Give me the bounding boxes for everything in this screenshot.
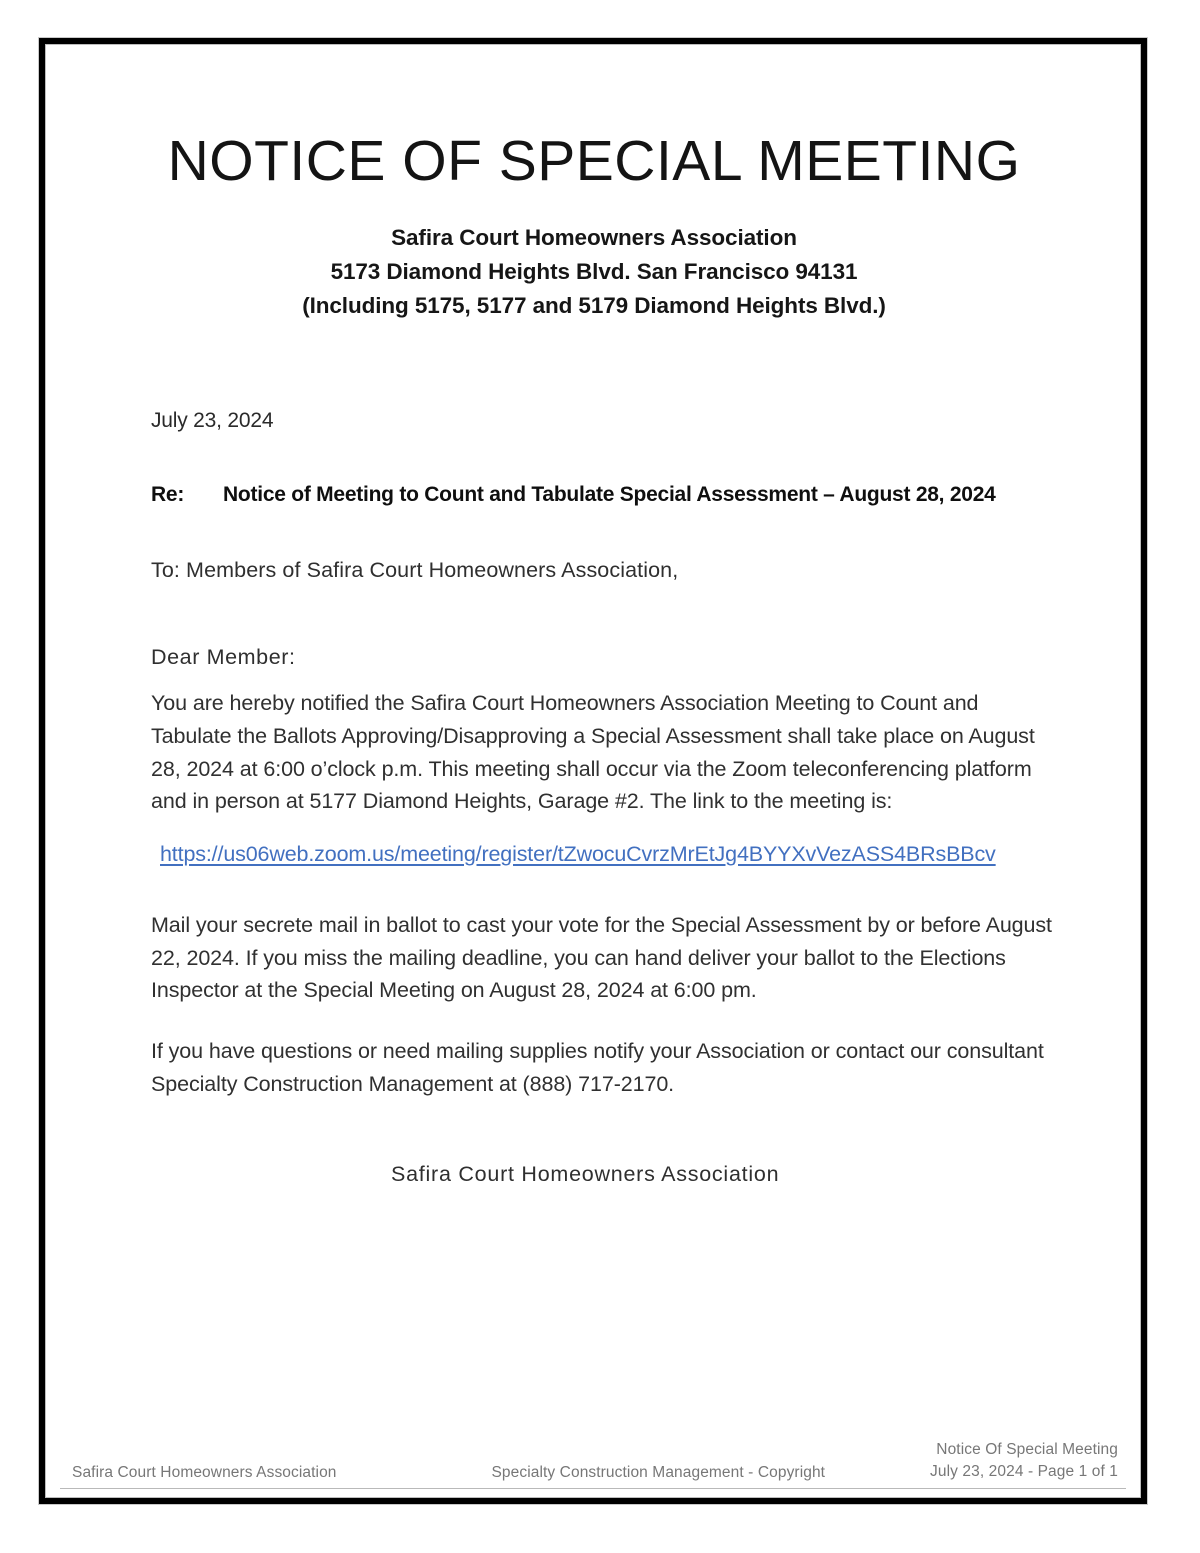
footer-page-number: July 23, 2024 - Page 1 of 1: [930, 1463, 1118, 1480]
footer-divider: [60, 1488, 1126, 1489]
page-border-inner: [45, 44, 1141, 1498]
letter-date: July 23, 2024: [151, 409, 274, 433]
meeting-link-row: [151, 842, 1060, 867]
recipient-line: To: Members of Safira Court Homeowners Association,: [151, 558, 679, 583]
footer-content: [72, 1439, 1118, 1483]
document-sheet: [46, 45, 1141, 1498]
subject-line: [151, 483, 1060, 507]
subject-text: Notice of Meeting to Count and Tabulate Special Assessment – August 28, 2024: [223, 483, 996, 507]
body-paragraph-1: You are hereby notified the Safira Court Homeowners Association Meeting to Count and Tabulate the Ballots Approving/Disapproving a Special Assessment shall take place on August 28, 2024 at 6:00 o’clock p.m. This meeting shall occur via the Zoom teleconferencing platform and in person at 5177 Diamond Heights, Garage #2. The link to the meeting is:: [151, 691, 1035, 814]
signature-block: Safira Court Homeowners Association: [391, 1162, 780, 1187]
salutation: Dear Member:: [151, 645, 296, 670]
body-paragraph-2: Mail your secrete mail in ballot to cast your vote for the Special Assessment by or before August 22, 2024. If you miss the mailing deadline, you can hand deliver your ballot to the Elections Inspector at the Special Meeting on August 28, 2024 at 6:00 pm.: [151, 912, 1052, 1003]
body-paragraph-3: If you have questions or need mailing supplies notify your Association or contact our consultant Specialty Construction Management at (888) 717-2170.: [151, 1038, 1044, 1096]
organization-address-note: (Including 5175, 5177 and 5179 Diamond Heights Blvd.): [302, 293, 886, 319]
organization-address: 5173 Diamond Heights Blvd. San Francisco 94131: [330, 258, 858, 284]
organization-header: [106, 221, 1082, 324]
page-footer: [52, 1415, 1134, 1489]
footer-left-text: Safira Court Homeowners Association: [72, 1464, 337, 1481]
footer-document-name: Notice Of Special Meeting: [936, 1441, 1118, 1458]
zoom-meeting-link[interactable]: https://us06web.zoom.us/meeting/register/tZwocuCvrzMrEtJg4BYYXvVezASS4BRsBBcv: [160, 841, 996, 866]
footer-center-text: Specialty Construction Management - Copyright: [491, 1464, 826, 1481]
footer-right-block: [930, 1439, 1118, 1483]
letter-body: [106, 409, 1082, 1187]
document-page-frame: [38, 37, 1148, 1505]
subject-label: Re:: [151, 483, 185, 507]
page-title: NOTICE OF SPECIAL MEETING: [167, 129, 1021, 193]
organization-name: Safira Court Homeowners Association: [391, 224, 797, 250]
